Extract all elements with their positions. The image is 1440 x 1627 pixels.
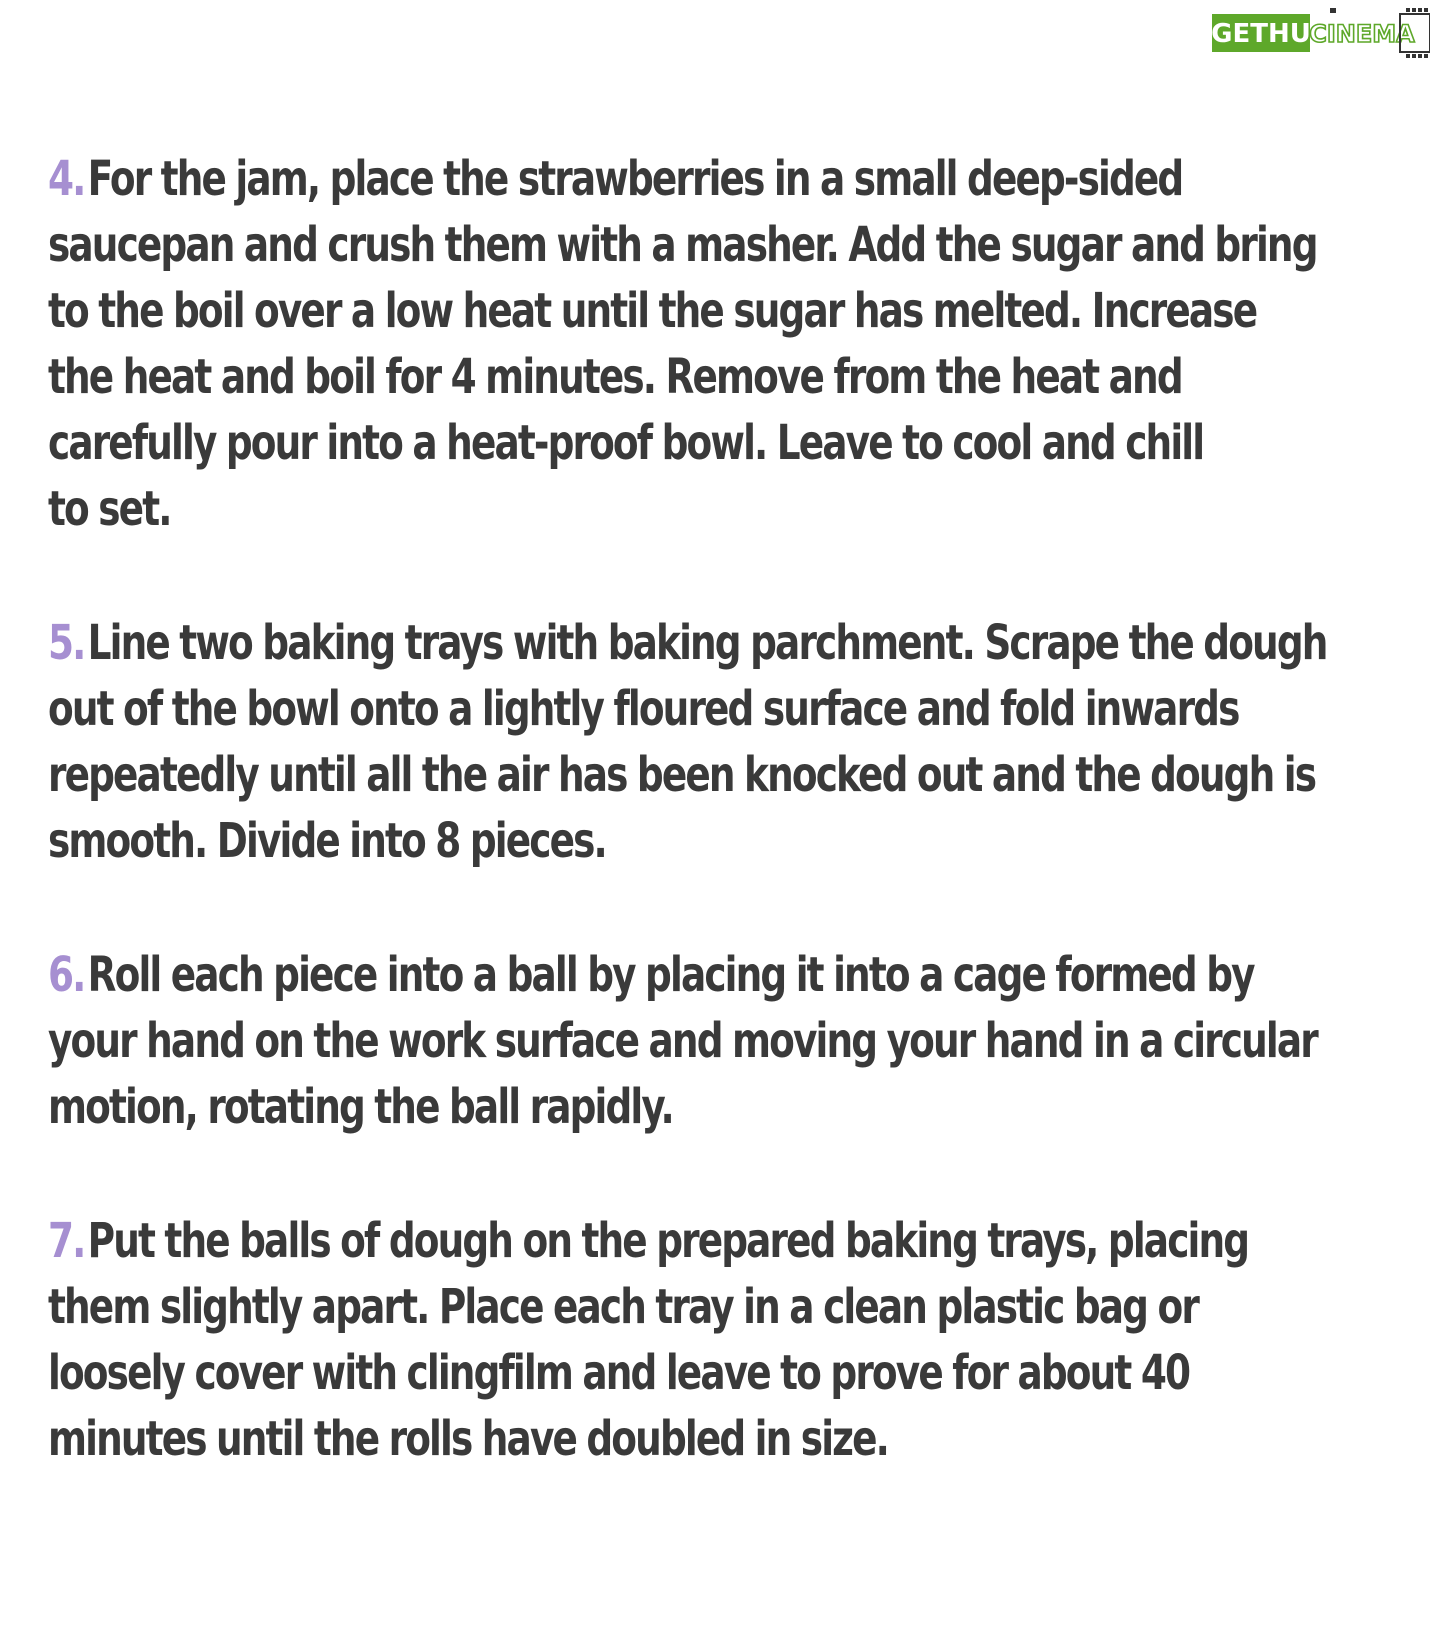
step-text: Line two baking trays with baking parchment. Scrape the dough out of the bowl onto a lightly floured surface and fold inwards repeatedly until all the air has been knocked out and the dough is smooth. Divide into 8 pieces. (48, 615, 1327, 869)
watermark-text-left: GETHU (1211, 19, 1311, 49)
step-6 (48, 942, 1390, 1140)
watermark-text-right: CINEMA (1309, 20, 1415, 48)
step-5 (48, 610, 1390, 874)
step-text: Roll each piece into a ball by placing it into a cage formed by your hand on the work surface and moving your hand in a circular motion, rotating the ball rapidly. (48, 947, 1317, 1135)
step-text: Put the balls of dough on the prepared baking trays, placing them slightly apart. Place each tray in a clean plastic bag or loosely cover with clingfilm and leave to prove for about 40 minutes until the rolls have doubled in size. (48, 1213, 1249, 1467)
step-text: For the jam, place the strawberries in a small deep-sided saucepan and crush them with a masher. Add the sugar and bring to the boil over a low heat until the sugar has melted. Increase the heat and boil for 4 minutes. Remove from the heat and carefully pour into a heat-proof bowl. Leave to cool and chill to set. (48, 151, 1317, 537)
recipe-steps (48, 146, 1393, 1540)
step-number: 7. (48, 1213, 85, 1269)
step-number: 5. (48, 615, 85, 671)
step-7 (48, 1208, 1390, 1472)
watermark-svg (1210, 6, 1430, 62)
watermark-logo (1210, 6, 1430, 62)
step-4 (48, 146, 1390, 542)
step-number: 4. (48, 151, 85, 207)
step-number: 6. (48, 947, 85, 1003)
